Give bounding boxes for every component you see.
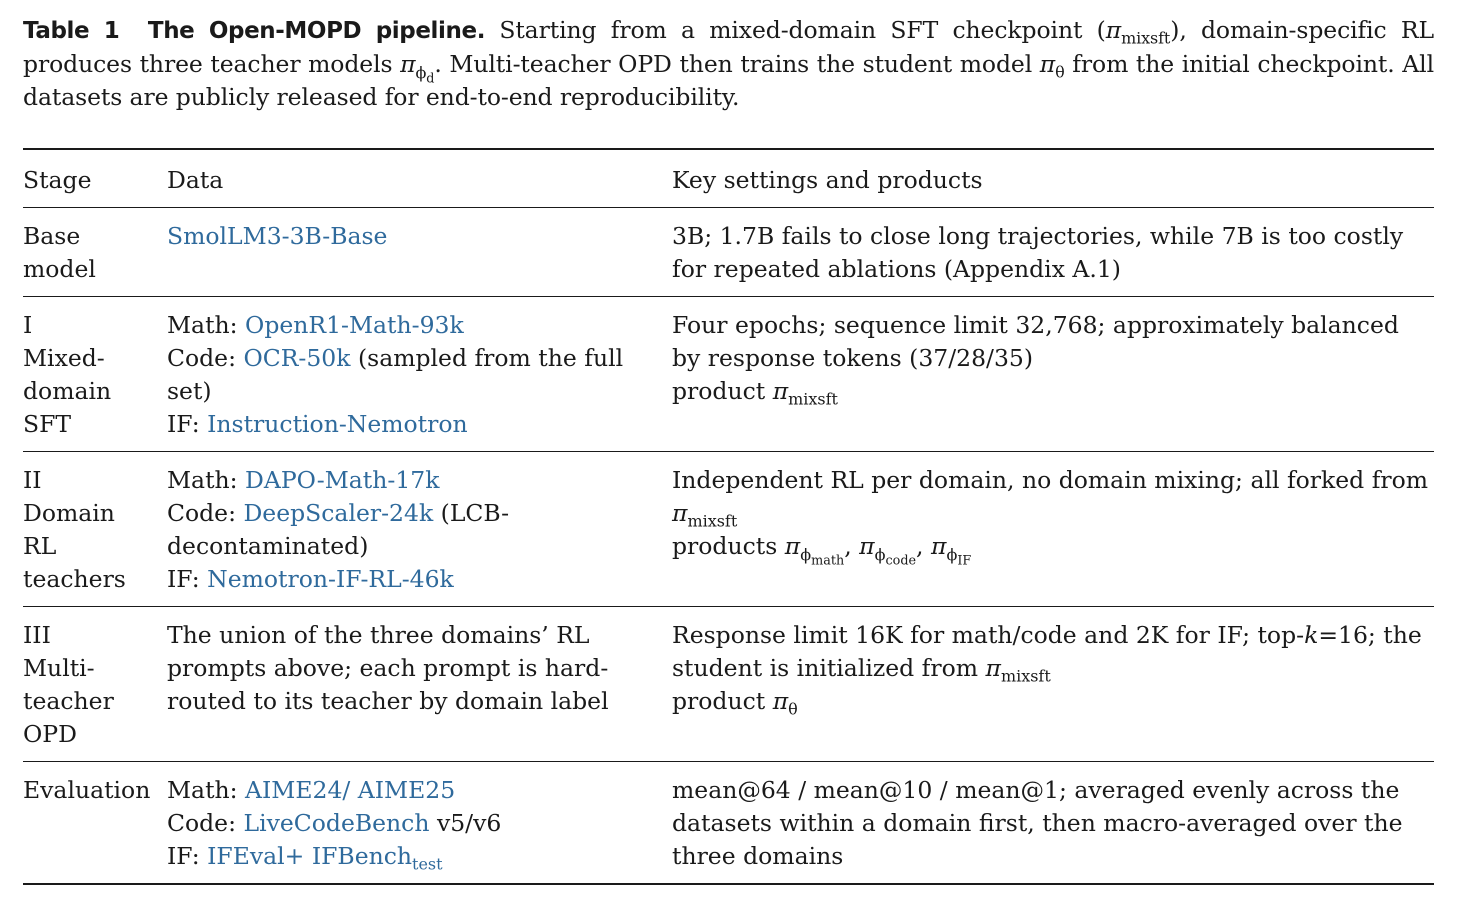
- table-row-multi-teacher-opd: [23, 607, 1434, 762]
- dataset-link-aime[interactable]: AIME24/ AIME25: [245, 776, 456, 804]
- key-cell: 3B; 1.7B fails to close long trajectories, while 7B is too costly for repeated ablations (Appendix A.1): [672, 222, 1404, 283]
- table-row-rl-teachers: [23, 452, 1434, 607]
- table-row-evaluation: [23, 762, 1434, 885]
- data-cell: Math: AIME24/ AIME25 Code: LiveCodeBench v5/v6 IF: IFEval+ IFBench$_{test}$: [167, 776, 502, 874]
- caption-label: Table 1: [23, 18, 120, 44]
- dataset-link-dapo[interactable]: DAPO-Math-17k: [245, 466, 440, 494]
- table-caption: [23, 14, 1434, 114]
- dataset-link-ocr50k[interactable]: OCR-50k: [243, 344, 351, 372]
- key-cell: Response limit 16K for math/code and 2K for IF; top-k=16; the student is initialized from $\pi_{mixsft}$ product $\pi_\theta$: [672, 621, 1422, 719]
- table-row-base-model: [23, 208, 1434, 297]
- dataset-link-instruction-nemotron[interactable]: Instruction-Nemotron: [207, 410, 468, 438]
- caption-text-4: from the initial checkpoint. All datasets are publicly released for end-to-end reproducibility.: [23, 50, 1434, 111]
- caption-text-3: . Multi-teacher OPD then trains the student model: [434, 50, 1040, 78]
- table-header-row: [23, 149, 1434, 208]
- dataset-link-nemotron-if-rl[interactable]: Nemotron-IF-RL-46k: [207, 565, 454, 593]
- data-cell: [167, 208, 672, 297]
- caption-text-1: Starting from a mixed-domain SFT checkpoint (: [499, 16, 1106, 44]
- caption-title: The Open-MOPD pipeline.: [147, 18, 486, 44]
- header-data: Data: [167, 166, 224, 194]
- table-row-mixed-sft: [23, 297, 1434, 452]
- stage-cell: Evaluation: [23, 776, 151, 804]
- key-cell: Independent RL per domain, no domain mixing; all forked from $\pi_{mixsft}$ products $\pi_{\phi_{math}}$, $\pi_{\phi_{code}}$, $\pi_{\phi_{IF}}$: [672, 466, 1429, 569]
- data-cell: Math: DAPO-Math-17k Code: DeepScaler-24k (LCB-decontaminated) IF: Nemotron-IF-RL-46k: [167, 466, 510, 593]
- caption-pi-phi-d: $\pi_{\phi_d}$: [400, 50, 435, 87]
- caption-text-2: ), domain-specific RL produces three teacher models: [23, 16, 1435, 78]
- data-cell: The union of the three domains’ RL prompts above; each prompt is hard-routed to its teacher by domain label: [167, 621, 609, 715]
- stage-cell: II Domain RL teachers: [23, 466, 126, 593]
- stage-cell: Base model: [23, 222, 96, 283]
- dataset-link-smollm3[interactable]: SmolLM3-3B-Base: [167, 222, 388, 250]
- header-key-settings: Key settings and products: [672, 166, 983, 194]
- caption-pi-theta: $\pi_\theta$: [1039, 50, 1065, 82]
- dataset-link-deepscaler[interactable]: DeepScaler-24k: [243, 499, 434, 527]
- pipeline-table: [23, 148, 1434, 885]
- stage-cell: I Mixed- domain SFT: [23, 311, 112, 438]
- caption-pi-mixsft: $\pi_{mixsft}$: [1105, 16, 1171, 48]
- stage-cell: III Multi- teacher OPD: [23, 621, 114, 748]
- dataset-link-ifeval-ifbench[interactable]: IFEval+ IFBench$_{test}$: [207, 842, 443, 874]
- data-cell: Math: OpenR1-Math-93k Code: OCR-50k (sampled from the full set) IF: Instruction-Nemotron: [167, 311, 624, 438]
- key-cell: Four epochs; sequence limit 32,768; approximately balanced by response tokens (37/28/35) product $\pi_{mixsft}$: [672, 311, 1399, 409]
- key-cell: mean@64 / mean@10 / mean@1; averaged evenly across the datasets within a domain first, then macro-averaged over the three domains: [672, 776, 1403, 870]
- header-stage: Stage: [23, 166, 92, 194]
- dataset-link-openr1[interactable]: OpenR1-Math-93k: [245, 311, 464, 339]
- dataset-link-livecodebench[interactable]: LiveCodeBench: [243, 809, 430, 837]
